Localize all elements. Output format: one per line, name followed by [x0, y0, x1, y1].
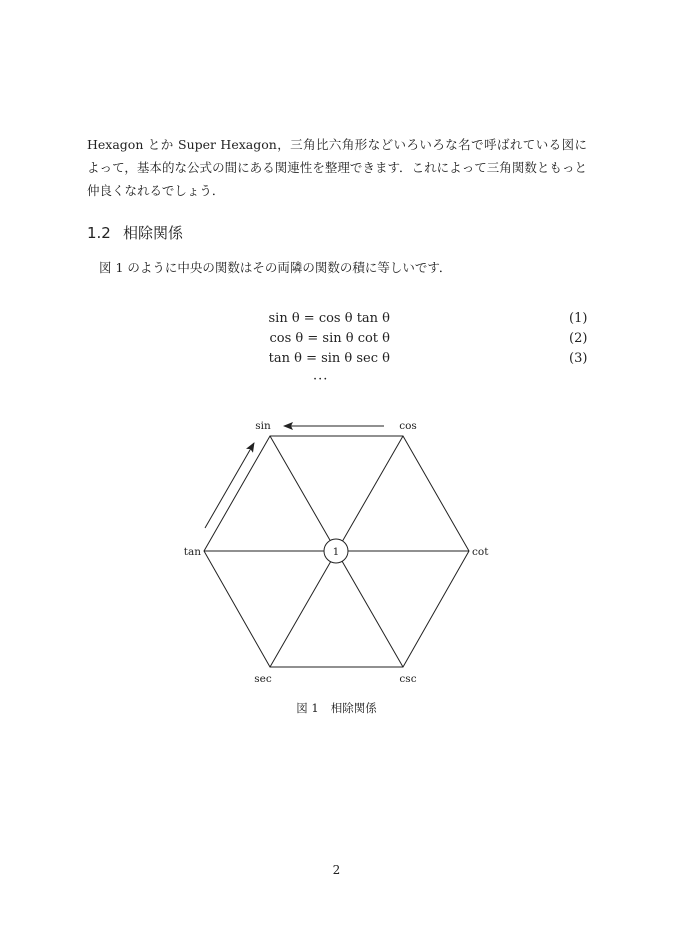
equation-text: sin θ = cos θ tan θ [268, 311, 390, 326]
vertex-label-cos: cos [399, 420, 417, 432]
equation-number: (3) [569, 351, 588, 366]
vertex-label-csc: csc [399, 673, 417, 685]
equation-number: (1) [569, 311, 588, 326]
vertex-label-sec: sec [254, 673, 272, 685]
equation-text: tan θ = sin θ sec θ [268, 351, 390, 366]
arrow-tan-to-sin [205, 443, 254, 528]
vertex-label-tan: tan [183, 546, 201, 558]
equation-text: cos θ = sin θ cot θ [269, 331, 390, 346]
figure-caption [0, 700, 673, 716]
vertex-label-cot: cot [472, 546, 489, 558]
intro-paragraph: Hexagon とか Super Hexagon，三角比六角形などいろいろな名で呼ばれている図によって，基本的な公式の間にある関連性を整理できます．これによって三角関数ともっと仲良くなれるでしょう． [87, 137, 587, 198]
vertex-label-sin: sin [255, 420, 271, 432]
body-sentence: 図 1 のように中央の関数はその両隣の関数の積に等しいです． [99, 260, 452, 275]
equation-continuation: ··· [313, 372, 329, 387]
equation-number: (2) [569, 331, 588, 346]
figure-number: 図 1 [296, 701, 319, 715]
page-number: 2 [332, 863, 341, 877]
section-number: 1.2 [87, 224, 111, 242]
center-label: 1 [332, 546, 340, 558]
figure-title: 相除関係 [330, 701, 377, 715]
section-title: 相除関係 [123, 224, 184, 242]
